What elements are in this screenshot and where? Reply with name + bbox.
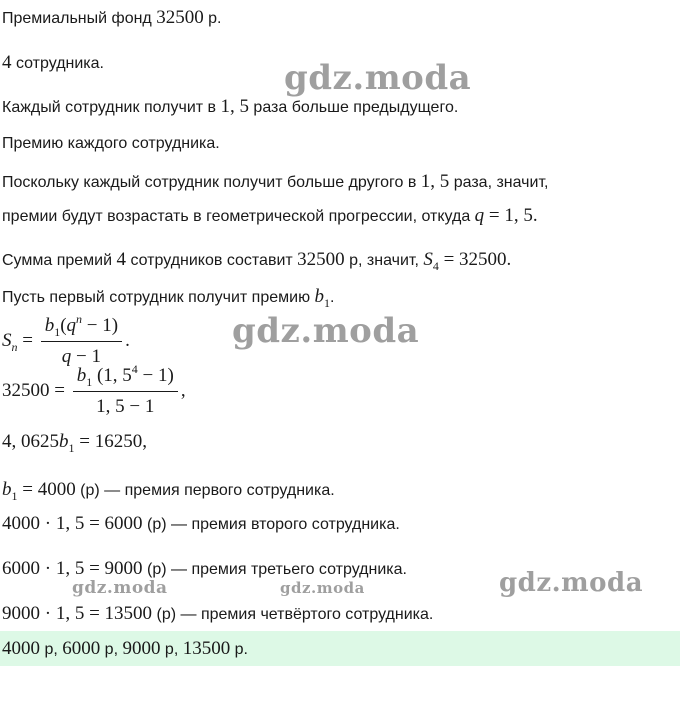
watermark-logo: gdz.moda: [232, 311, 420, 351]
substitution-fraction: $\frac{b_1 (1, 5^4 - 1)}{1, 5 - 1}$: [73, 364, 178, 419]
first-premium-line: Пусть первый сотрудник получит премию $b_1$.: [2, 286, 335, 310]
result-second: 4000 · 1, 5 = 6000 (р) — премия второго сотрудника.: [2, 513, 400, 534]
simplified-equation: 4, $0625b_1 = 16250$,: [2, 431, 147, 455]
sum-formula: $S_n$ = $\frac{b_1(q^n - 1)}{q - 1}$ .: [2, 312, 130, 367]
watermark-logo: gdz.moda: [72, 578, 168, 598]
result-third: 6000 · 1, 5 = 9000 (р) — премия третьего сотрудника.: [2, 558, 407, 579]
substitution-formula: 32500 = $\frac{b_1 (1, 5^4 - 1)}{1, 5 - 1}$ ,: [2, 362, 186, 417]
question-line: Премию каждого сотрудника.: [2, 135, 220, 152]
answer-line: 4000 р, 6000 р, 9000 р, 13500 р.: [2, 638, 248, 659]
watermark-logo: gdz.moda: [280, 579, 365, 597]
given-ratio-line: Каждый сотрудник получит в 1, 5 раза больше предыдущего.: [2, 96, 459, 117]
reasoning-line-1: Поскольку каждый сотрудник получит больше другого в 1, 5 раза, значит,: [2, 171, 549, 192]
reasoning-line-2: премии будут возрастать в геометрической прогрессии, откуда q = 1, 5.: [2, 205, 538, 226]
result-fourth: 9000 · 1, 5 = 13500 (р) — премия четвёртого сотрудника.: [2, 603, 434, 624]
result-first: $b_1 = 4000$ (р) — премия первого сотрудника.: [2, 479, 335, 503]
given-fund-line: Премиальный фонд 32500 р.: [2, 7, 222, 28]
watermark-logo: gdz.moda: [284, 58, 472, 98]
given-employees-line: 4 сотрудника.: [2, 52, 104, 73]
sum-formula-fraction: $\frac{b_1(q^n - 1)}{q - 1}$: [41, 314, 122, 369]
sum-line: Сумма премий 4 сотрудников составит 32500 р, значит, $S_4 = 32500$.: [2, 249, 512, 273]
watermark-logo: gdz.moda: [499, 568, 644, 598]
